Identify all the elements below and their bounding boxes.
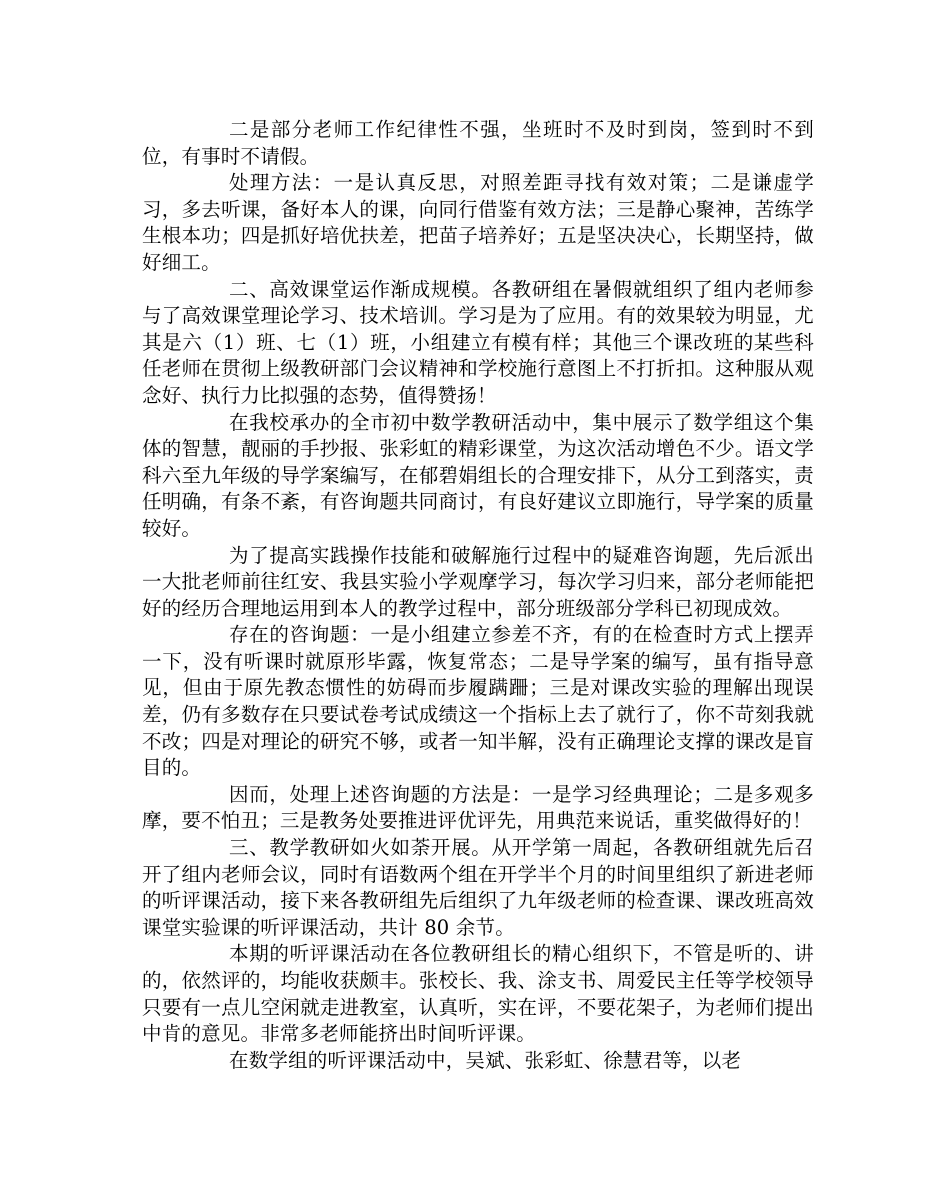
paragraph-efficient-classroom: 二、高效课堂运作渐成规模。各教研组在暑假就组织了组内老师参与了高效课堂理论学习、技术培训。学习是为了应用。有的效果较为明显，尤其是六（1）班、七（1）班，小组建立有模有样；其他三个课改班的某些科任老师在贯彻上级教研部门会议精神和学校施行意图上不打折扣。这种服从观念好、执行力比拟强的态势，值得赞扬！ xyxy=(142,277,814,407)
paragraph-teaching-research: 三、教学教研如火如荼开展。从开学第一周起，各教研组就先后召开了组内老师会议，同时有语数两个组在开学半个月的时间里组织了新进老师的听评课活动，接下来各教研组先后组织了九年级老师的检查课、课改班高效课堂实验课的听评课活动，共计 80 余节。 xyxy=(142,836,814,939)
paragraph-problems: 存在的咨询题：一是小组建立参差不齐，有的在检查时方式上摆弄一下，没有听课时就原形毕露，恢复常态；二是导学案的编写，虽有指导意见，但由于原先教态惯性的妨碍而步履蹒跚；三是对课改实验的理解出现误差，仍有多数存在只要试卷考试成绩这一个指标上去了就行了，你不苛刻我就不改；四是对理论的研究不够，或者一知半解，没有正确理论支撑的课改是盲目的。 xyxy=(142,623,814,780)
paragraph-observation-study: 为了提高实践操作技能和破解施行过程中的疑难咨询题，先后派出一大批老师前往红安、我县实验小学观摩学习，每次学习归来，部分老师能把好的经历合理地运用到本人的教学过程中，部分班级部分学科已初现成效。 xyxy=(142,543,814,620)
paragraph-solutions: 处理方法：一是认真反思，对照差距寻找有效对策；二是谦虚学习，多去听课，备好本人的课，向同行借鉴有效方法；三是静心聚神，苦练学生根本功；四是抓好培优扶差，把苗子培养好；五是坚决决心，长期坚持，做好细工。 xyxy=(142,171,814,274)
paragraph-methods: 因而，处理上述咨询题的方法是：一是学习经典理论；二是多观多摩，要不怕丑；三是教务处要推进评优评先，用典范来说话，重奖做得好的！ xyxy=(142,782,814,833)
paragraph-math-activity: 在我校承办的全市初中数学教研活动中，集中展示了数学组这个集体的智慧，靓丽的手抄报、张彩虹的精彩课堂，为这次活动增色不少。语文学科六至九年级的导学案编写，在郁碧娟组长的合理安排下，从分工到落实，责任明确，有条不紊，有咨询题共同商讨，有良好建议立即施行，导学案的质量较好。 xyxy=(142,410,814,540)
paragraph-discipline: 二是部分老师工作纪律性不强，坐班时不及时到岗，签到时不到位，有事时不请假。 xyxy=(142,118,814,168)
paragraph-lesson-review: 本期的听评课活动在各位教研组长的精心组织下，不管是听的、讲的，依然评的，均能收获颇丰。张校长、我、涂支书、周爱民主任等学校领导只要有一点儿空闲就走进教室，认真听，实在评，不要花架子，为老师们提出中肯的意见。非常多老师能挤出时间听评课。 xyxy=(142,942,814,1046)
document-body xyxy=(142,117,814,1074)
paragraph-math-group: 在数学组的听评课活动中，吴斌、张彩虹、徐慧君等，以老 xyxy=(229,1048,742,1072)
